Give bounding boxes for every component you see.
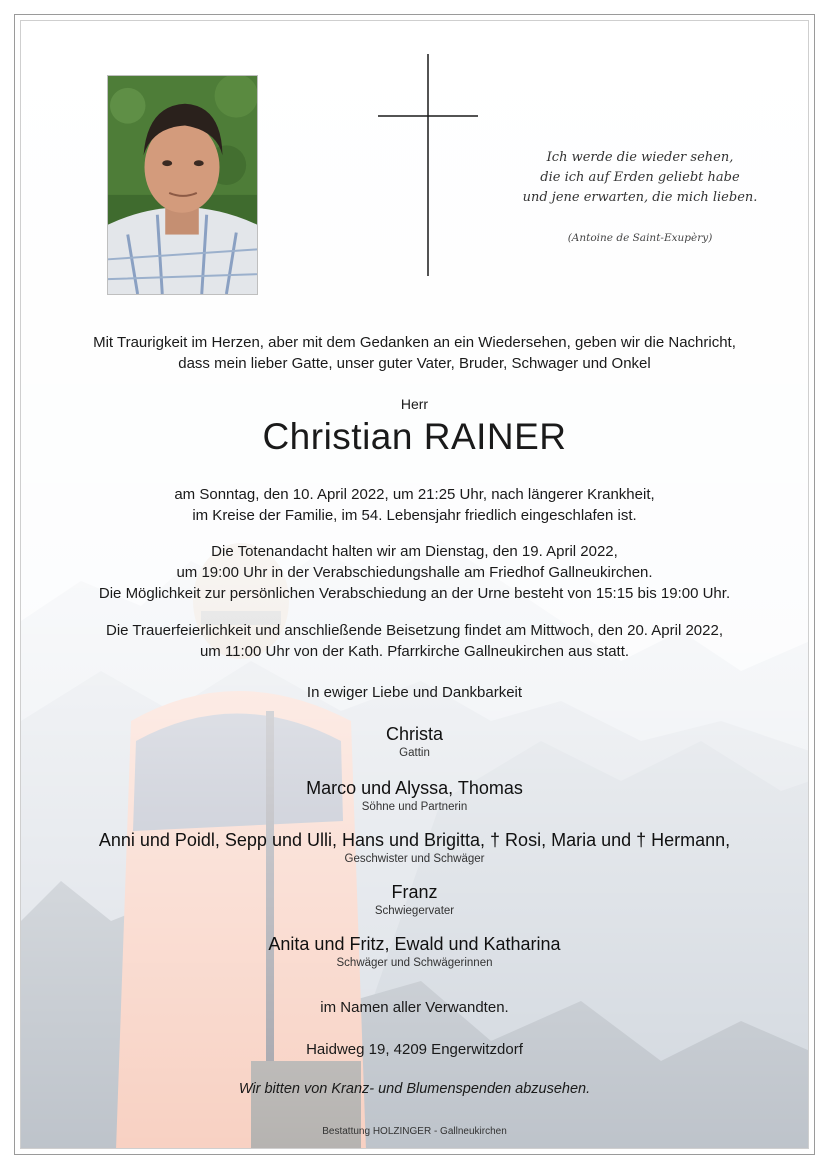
intro-line: dass mein lieber Gatte, unser guter Vater, Bruder, Schwager und Onkel (178, 355, 651, 372)
mourner-role: Geschwister und Schwäger (344, 853, 485, 865)
mourner-role: Schwäger und Schwägerinnen (336, 957, 493, 969)
quote-line: Ich werde die wieder sehen, (546, 150, 734, 165)
intro-text (20, 332, 809, 374)
quote-author: (Antoine de Saint-Exupèry) (567, 232, 713, 244)
address: Haidweg 19, 4209 Engerwitzdorf (306, 1041, 523, 1058)
quote-line: und jene erwarten, die mich lieben. (522, 190, 758, 205)
vigil-line: Die Totenandacht halten wir am Dienstag, den 19. April 2022, (211, 543, 618, 560)
intro-line: Mit Traurigkeit im Herzen, aber mit dem Gedanken an ein Wiedersehen, geben wir die Nachricht, (93, 334, 736, 351)
mourner-names: Marco und Alyssa, Thomas (306, 778, 523, 798)
undertaker-credit: Bestattung HOLZINGER - Gallneukirchen (322, 1126, 507, 1137)
deceased-name: Christian RAINER (262, 416, 567, 457)
relatives-line: im Namen aller Verwandten. (320, 999, 509, 1016)
death-notice (20, 484, 809, 526)
funeral-notice (20, 620, 809, 662)
mourner-role: Schwiegervater (374, 905, 455, 917)
vigil-notice (20, 541, 809, 604)
vigil-line: um 19:00 Uhr in der Verabschiedungshalle am Friedhof Gallneukirchen. (176, 564, 653, 581)
memorial-quote (500, 148, 780, 208)
mourner-names: Anita und Fritz, Ewald und Katharina (268, 934, 561, 954)
funeral-line: um 11:00 Uhr von der Kath. Pfarrkirche Gallneukirchen aus statt. (199, 643, 630, 660)
death-notice-line: am Sonntag, den 10. April 2022, um 21:25 Uhr, nach längerer Krankheit, (174, 486, 655, 503)
mourner-role: Gattin (399, 747, 430, 759)
vigil-line: Die Möglichkeit zur persönlichen Verabschiedung an der Urne besteht von 15:15 bis 19:00 Uhr. (98, 585, 731, 602)
mourner-names: Anni und Poidl, Sepp und Ulli, Hans und Brigitta, † Rosi, Maria und † Hermann, (98, 830, 731, 850)
mourner-names: Franz (391, 882, 438, 902)
death-notice-line: im Kreise der Familie, im 54. Lebensjahr friedlich eingeschlafen ist. (192, 507, 637, 524)
mourner-names: Christa (385, 724, 443, 744)
closing-phrase: In ewiger Liebe und Dankbarkeit (306, 684, 523, 701)
mourner-role: Söhne und Partnerin (361, 801, 468, 813)
portrait-photo (107, 75, 258, 295)
funeral-line: Die Trauerfeierlichkeit und anschließende Beisetzung findet am Mittwoch, den 20. April 2022, (105, 622, 723, 639)
quote-line: die ich auf Erden geliebt habe (540, 170, 740, 185)
salutation: Herr (400, 396, 429, 412)
cross-icon (378, 54, 478, 276)
donation-request: Wir bitten von Kranz- und Blumenspenden abzusehen. (238, 1081, 591, 1097)
